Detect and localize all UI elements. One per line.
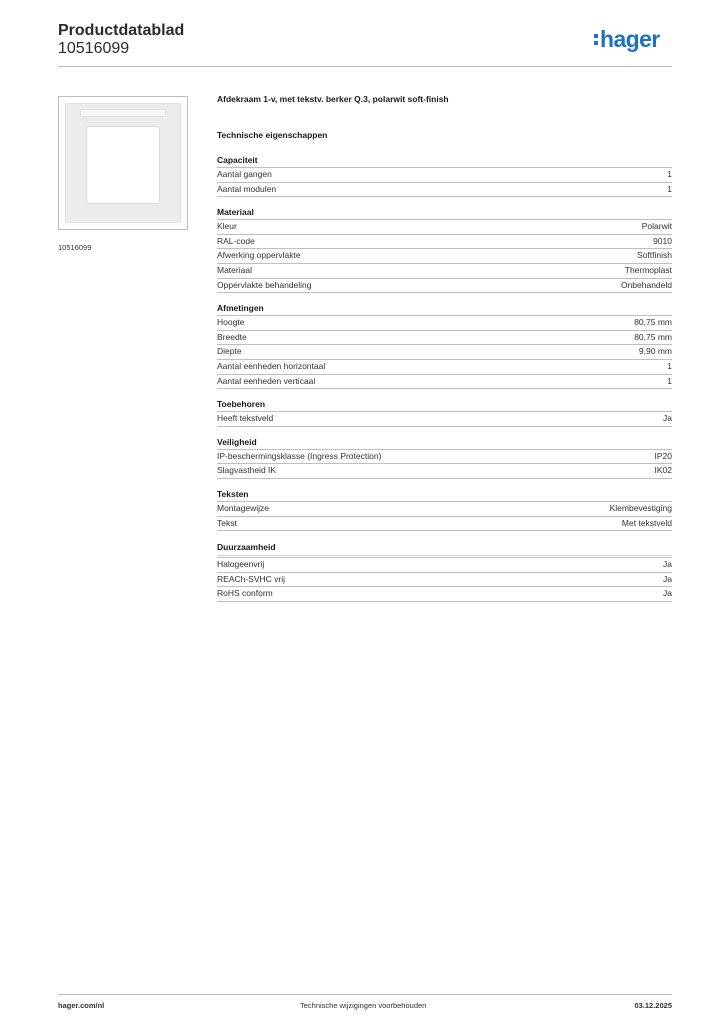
spec-value: Ja (663, 559, 672, 570)
spec-value: Met tekstveld (621, 517, 672, 528)
spec-row (217, 249, 672, 264)
spec-row (217, 220, 672, 235)
spec-label: Heeft tekstveld (217, 413, 274, 424)
spec-value: Thermoplast (624, 264, 672, 275)
spec-row (217, 573, 672, 588)
spec-section (217, 206, 672, 293)
footer-website[interactable]: hager.com/nl (58, 1001, 105, 1010)
logo-text: hager (600, 26, 660, 52)
spec-value: IP20 (654, 450, 672, 461)
spec-row (217, 264, 672, 279)
spec-value: IK02 (654, 465, 672, 476)
spec-row (217, 345, 672, 360)
header-divider (58, 66, 672, 67)
logo-dots-icon (594, 34, 598, 45)
product-image (58, 96, 188, 230)
footer-date: 03.12.2025 (634, 1001, 672, 1010)
spec-value: Ja (663, 588, 672, 599)
spec-label: Tekst (217, 517, 237, 528)
spec-value: Polarwit (641, 221, 672, 232)
spec-value: 80,75 mm (634, 331, 672, 342)
section-title: Teksten (217, 488, 672, 502)
section-title: Afmetingen (217, 302, 672, 316)
spec-label: REACh-SVHC vrij (217, 573, 286, 584)
spec-label: Halogeenvrij (217, 559, 265, 570)
spec-label: Aantal eenheden verticaal (217, 375, 316, 386)
spec-row (217, 316, 672, 331)
document-number: 10516099 (58, 40, 130, 57)
frame-opening-illustration (86, 126, 160, 204)
spec-label: Oppervlakte behandeling (217, 279, 312, 290)
spec-label: Aantal gangen (217, 169, 272, 179)
spec-value: 9,90 mm (638, 346, 672, 357)
spec-value: Onbehandeld (620, 279, 672, 290)
spec-section (217, 154, 672, 197)
section-title: Toebehoren (217, 398, 672, 412)
spec-value: 1 (667, 169, 672, 179)
product-specs (217, 92, 672, 611)
spec-sections (217, 154, 672, 602)
footer-notice: Technische wijzigingen voorbehouden (300, 1001, 427, 1010)
spec-row (217, 279, 672, 294)
spec-row (217, 517, 672, 532)
text-field-illustration (80, 109, 166, 117)
spec-section (217, 302, 672, 389)
spec-row (217, 502, 672, 517)
spec-label: Hoogte (217, 317, 245, 328)
spec-row (217, 168, 672, 183)
document-title: Productdatablad (58, 22, 185, 39)
image-caption: 10516099 (58, 243, 92, 252)
spec-label: RoHS conform (217, 588, 273, 599)
spec-label: Montagewijze (217, 502, 269, 513)
spec-row (217, 183, 672, 198)
spec-value: 1 (667, 375, 672, 386)
spec-label: Kleur (217, 221, 237, 232)
spec-label: Aantal eenheden horizontaal (217, 360, 326, 371)
spec-row (217, 235, 672, 250)
section-title: Materiaal (217, 206, 672, 220)
spec-value: Ja (663, 413, 672, 424)
page-footer (58, 994, 672, 1015)
hager-logo (594, 27, 660, 51)
spec-row (217, 450, 672, 465)
spec-value: Softfinish (637, 250, 672, 261)
spec-section (217, 436, 672, 479)
spec-label: Diepte (217, 346, 242, 357)
section-title: Capaciteit (217, 154, 672, 168)
spec-row (217, 331, 672, 346)
spec-label: IP-beschermingsklasse (Ingress Protection) (217, 450, 382, 461)
spec-row (217, 587, 672, 602)
spec-section (217, 398, 672, 427)
spec-label: Aantal modulen (217, 183, 277, 194)
cover-frame-illustration (65, 103, 181, 223)
spec-row (217, 464, 672, 479)
spec-section (217, 540, 672, 602)
spec-value: 1 (667, 360, 672, 371)
section-title: Veiligheid (217, 436, 672, 450)
spec-row (217, 558, 672, 573)
product-description: Afdekraam 1-v, met tekstv. berker Q.3, polarwit soft-finish (217, 94, 449, 104)
spec-row (217, 412, 672, 427)
spec-value: Klembevestiging (609, 502, 672, 513)
spec-row (217, 360, 672, 375)
spec-value: 9010 (653, 235, 672, 246)
spec-value: 1 (667, 183, 672, 194)
spec-value: 80,75 mm (634, 317, 672, 328)
spec-label: Materiaal (217, 264, 252, 275)
spec-label: RAL-code (217, 235, 255, 246)
spec-section (217, 488, 672, 531)
spec-label: Afwerking oppervlakte (217, 250, 301, 261)
spec-label: Slagvastheid IK (217, 465, 277, 476)
spec-label: Breedte (217, 331, 247, 342)
spec-row (217, 375, 672, 390)
section-title: Duurzaamheid (217, 540, 672, 558)
document-header (58, 22, 184, 58)
spec-value: Ja (663, 573, 672, 584)
technical-properties-heading: Technische eigenschappen (217, 130, 328, 140)
